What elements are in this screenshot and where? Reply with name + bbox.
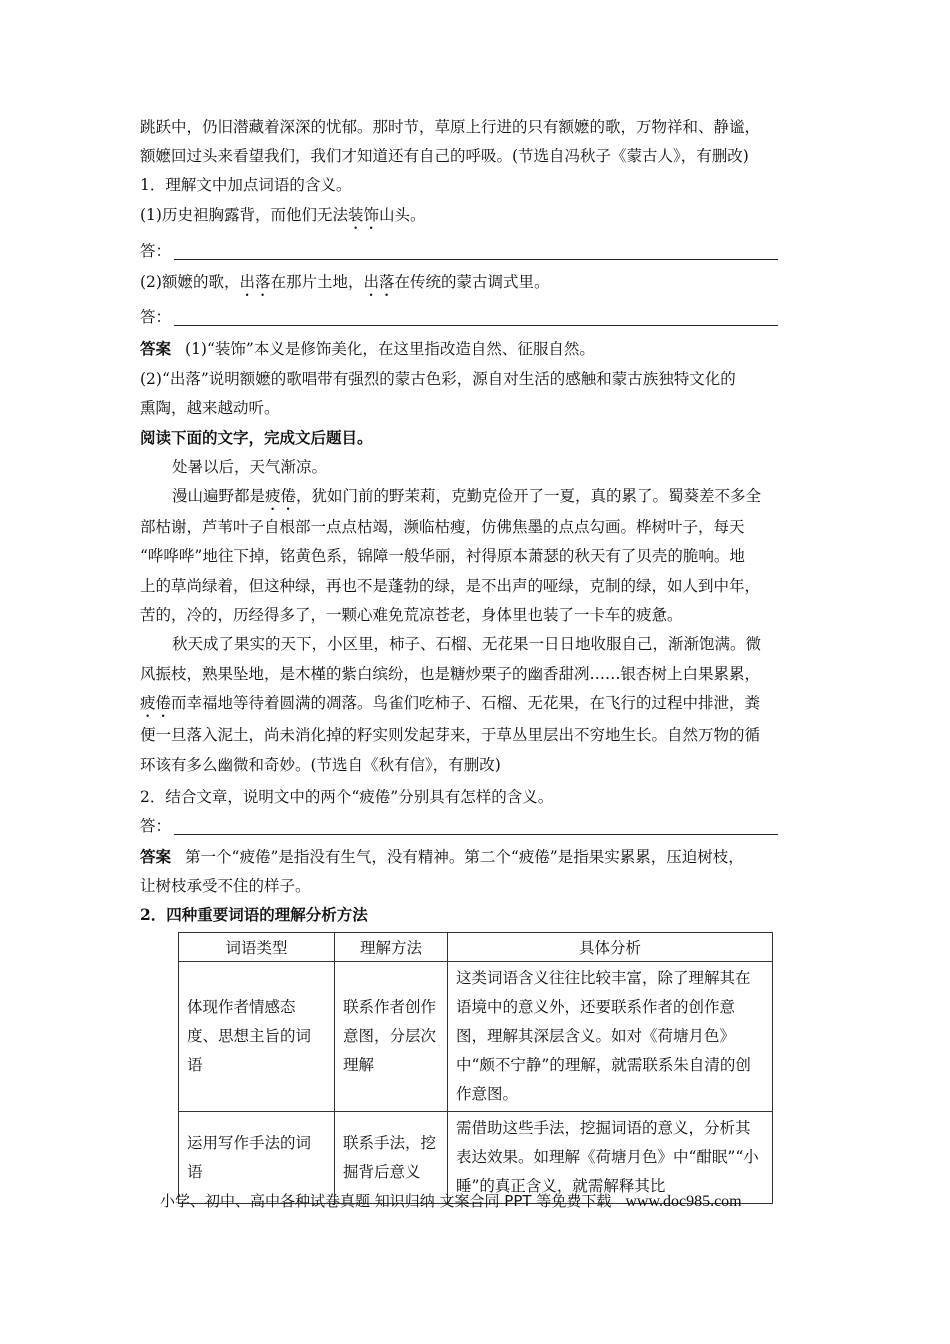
table-header-cell: 词语类型: [179, 933, 335, 962]
table-cell: 需借助这些手法，挖掘词语的意义，分析其表达效果。如理解《荷塘月色》中“酣眠”“小睡”的真正含义，就需解释其比: [448, 1112, 773, 1204]
footer-text: 小学、初中、高中各种试卷真题 知识归纳 文案合同 PPT 等免费下载: [160, 1192, 612, 1210]
passage2-line: 苦的，冷的，历经得多了，一颗心难免荒凉苍老，身体里也装了一卡车的疲惫。: [140, 606, 683, 624]
table-cell: 这类词语含义往往比较丰富，除了理解其在语境中的意义外，还要联系作者的创作意图，理解其深层含义。如对《荷塘月色》中“颇不宁静”的理解，就需联系朱自清的创作意图。: [448, 962, 773, 1112]
passage2-p3-line3: 疲倦而幸福地等待着圆满的凋落。鸟雀们吃柿子、石榴、无花果，在飞行的过程中排泄，粪: [140, 694, 761, 712]
footer-link[interactable]: www.doc985.com: [625, 1193, 742, 1210]
table-row: [179, 962, 773, 1112]
passage1-line: 跳跃中，仍旧潜藏着深深的忧郁。那时节，草原上行进的只有额嬷的歌，万物祥和、静谧，: [140, 118, 761, 136]
table-header-cell: 理解方法: [335, 933, 448, 962]
question1-item2: (2)额嬷的歌，出落在那片土地，出落在传统的蒙古调式里。: [140, 273, 550, 291]
answer-q1-line: (2)“出落”说明额嬷的歌唱带有强烈的蒙古色彩，源自对生活的感触和蒙古族独特文化的: [140, 370, 736, 388]
dotted-word: 出落: [239, 273, 271, 291]
question1-title: 1．理解文中加点词语的含义。: [140, 176, 352, 194]
passage1-line: 额嬷回过头来看望我们，我们才知道还有自己的呼吸。(节选自冯秋子《蒙古人》，有删改): [140, 147, 749, 165]
answer-q1: 答案 (1)“装饰”本义是修饰美化，在这里指改造自然、征服自然。: [140, 339, 595, 358]
passage2-p1: 处暑以后，天气渐凉。: [172, 458, 328, 476]
answer-blank[interactable]: [174, 834, 778, 835]
table-header-row: [179, 933, 773, 962]
passage2-line: 环该有多么幽微和奇妙。(节选自《秋有信》，有删改): [140, 756, 501, 774]
passage2-line: 上的草尚绿着，但这种绿，再也不是蓬勃的绿，是不出声的哑绿，克制的绿，如人到中年，: [140, 577, 761, 595]
answer-q1-line: 熏陶，越来越动听。: [140, 399, 280, 417]
answer-label: 答案: [140, 339, 172, 358]
passage2-line: 部枯谢，芦苇叶子自根部一点点枯竭，濒临枯瘦，仿佛焦墨的点点勾画。桦树叶子，每天: [140, 518, 745, 536]
answer-blank[interactable]: [174, 259, 778, 260]
answer-line-q1-2[interactable]: 答：: [140, 307, 171, 327]
dotted-word: 疲倦: [265, 487, 297, 505]
table-cell: 体现作者情感态度、思想主旨的词语: [179, 962, 335, 1112]
passage2-line: 便一旦落入泥土，尚未消化掉的籽实则发起芽来，于草丛里层出不穷地生长。自然万物的循: [140, 726, 761, 744]
answer-blank[interactable]: [174, 325, 778, 326]
passage2-p3-line1: 秋天成了果实的天下，小区里，柿子、石榴、无花果一日日地收服自己，渐渐饱满。微: [172, 635, 762, 653]
answer-line-q1-1[interactable]: 答：: [140, 241, 171, 261]
answer-q2: 答案 第一个“疲倦”是指没有生气，没有精神。第二个“疲倦”是指果实累累，压迫树枝，: [140, 847, 744, 866]
methods-table: [178, 932, 773, 1204]
passage2-line: 风振枝，熟果坠地，是木槿的紫白缤纷，也是糖炒栗子的幽香甜冽……银杏树上白果累累，: [140, 665, 761, 683]
dotted-word: 疲倦: [140, 694, 172, 712]
question2-title: 2．结合文章，说明文中的两个“疲倦”分别具有怎样的含义。: [140, 788, 554, 806]
table-cell: 运用写作手法的词语: [179, 1112, 335, 1204]
page-footer: [160, 1190, 742, 1211]
answer-q2-line: 让树枝承受不住的样子。: [140, 877, 311, 895]
passage2-p2-line1: 漫山遍野都是疲倦，犹如门前的野茉莉，克勤克俭开了一夏，真的累了。蜀葵差不多全: [172, 487, 762, 505]
table-cell: 联系手法，挖掘背后意义: [335, 1112, 448, 1204]
reading-instruction: 阅读下面的文字，完成文后题目。: [140, 428, 373, 447]
dotted-word: 出落: [363, 273, 395, 291]
answer-label: 答案: [140, 847, 172, 866]
table-cell: 联系作者创作意图，分层次理解: [335, 962, 448, 1112]
table-header-cell: 具体分析: [448, 933, 773, 962]
section-heading: 2．四种重要词语的理解分析方法: [140, 905, 368, 924]
passage2-line: “哗哗哗”地往下掉，铭黄色系，锦障一般华丽，衬得原本萧瑟的秋天有了贝壳的脆响。地: [140, 547, 745, 565]
question1-item1: (1)历史袒胸露背，而他们无法装饰山头。: [140, 206, 426, 224]
dotted-word: 装饰: [347, 206, 379, 224]
answer-line-q2[interactable]: 答：: [140, 816, 171, 836]
